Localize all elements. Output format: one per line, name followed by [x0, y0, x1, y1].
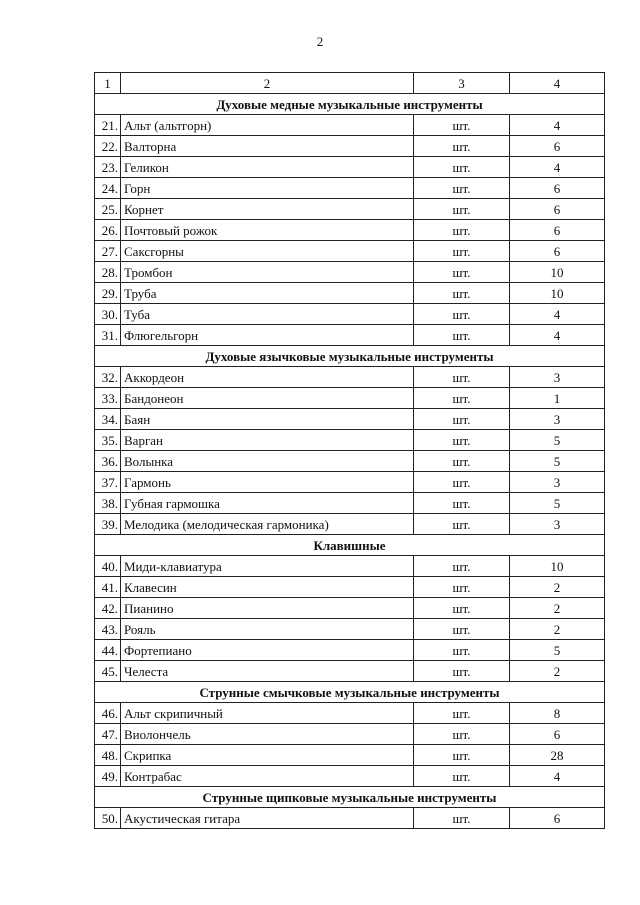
table-row — [95, 556, 605, 577]
row-number: 21. — [95, 115, 121, 136]
unit-of-measure: шт. — [414, 766, 510, 787]
unit-of-measure: шт. — [414, 724, 510, 745]
instrument-name: Фортепиано — [121, 640, 414, 661]
table-row — [95, 661, 605, 682]
unit-of-measure: шт. — [414, 745, 510, 766]
quantity: 4 — [510, 325, 605, 346]
quantity: 2 — [510, 619, 605, 640]
section-title: Струнные смычковые музыкальные инструменты — [95, 682, 605, 703]
quantity: 28 — [510, 745, 605, 766]
table-row — [95, 766, 605, 787]
table-row — [95, 703, 605, 724]
quantity: 6 — [510, 199, 605, 220]
quantity: 2 — [510, 577, 605, 598]
unit-of-measure: шт. — [414, 451, 510, 472]
section-header-row — [95, 346, 605, 367]
unit-of-measure: шт. — [414, 598, 510, 619]
table-row — [95, 619, 605, 640]
instrument-name: Губная гармошка — [121, 493, 414, 514]
unit-of-measure: шт. — [414, 136, 510, 157]
row-number: 49. — [95, 766, 121, 787]
table-row — [95, 199, 605, 220]
section-title: Клавишные — [95, 535, 605, 556]
table-body — [95, 73, 605, 829]
instrument-name: Флюгельгорн — [121, 325, 414, 346]
quantity: 3 — [510, 472, 605, 493]
row-number: 41. — [95, 577, 121, 598]
section-header-row — [95, 787, 605, 808]
quantity: 3 — [510, 409, 605, 430]
row-number: 27. — [95, 241, 121, 262]
unit-of-measure: шт. — [414, 178, 510, 199]
row-number: 25. — [95, 199, 121, 220]
quantity: 4 — [510, 304, 605, 325]
quantity: 5 — [510, 640, 605, 661]
row-number: 29. — [95, 283, 121, 304]
table-row — [95, 451, 605, 472]
quantity: 8 — [510, 703, 605, 724]
row-number: 35. — [95, 430, 121, 451]
instrument-name: Мелодика (мелодическая гармоника) — [121, 514, 414, 535]
quantity: 5 — [510, 493, 605, 514]
table-row — [95, 157, 605, 178]
instrument-name: Гармонь — [121, 472, 414, 493]
instrument-name: Труба — [121, 283, 414, 304]
quantity: 2 — [510, 661, 605, 682]
row-number: 39. — [95, 514, 121, 535]
quantity: 6 — [510, 241, 605, 262]
instrument-name: Виолончель — [121, 724, 414, 745]
instrument-name: Корнет — [121, 199, 414, 220]
table-row — [95, 262, 605, 283]
section-title: Струнные щипковые музыкальные инструменты — [95, 787, 605, 808]
unit-of-measure: шт. — [414, 619, 510, 640]
table-row — [95, 577, 605, 598]
quantity: 10 — [510, 556, 605, 577]
instrument-name: Саксгорны — [121, 241, 414, 262]
row-number: 40. — [95, 556, 121, 577]
instrument-name: Пианино — [121, 598, 414, 619]
row-number: 24. — [95, 178, 121, 199]
unit-of-measure: шт. — [414, 115, 510, 136]
row-number: 22. — [95, 136, 121, 157]
row-number: 38. — [95, 493, 121, 514]
column-number-3: 3 — [414, 73, 510, 94]
instrument-name: Туба — [121, 304, 414, 325]
instrument-name: Баян — [121, 409, 414, 430]
instrument-name: Горн — [121, 178, 414, 199]
row-number: 48. — [95, 745, 121, 766]
table-row — [95, 409, 605, 430]
table-row — [95, 115, 605, 136]
unit-of-measure: шт. — [414, 514, 510, 535]
column-number-4: 4 — [510, 73, 605, 94]
unit-of-measure: шт. — [414, 367, 510, 388]
row-number: 36. — [95, 451, 121, 472]
row-number: 50. — [95, 808, 121, 829]
row-number: 23. — [95, 157, 121, 178]
page-number: 2 — [316, 34, 324, 49]
row-number: 32. — [95, 367, 121, 388]
table-row — [95, 493, 605, 514]
row-number: 46. — [95, 703, 121, 724]
quantity: 3 — [510, 514, 605, 535]
column-number-1: 1 — [95, 73, 121, 94]
instrument-name: Бандонеон — [121, 388, 414, 409]
table-row — [95, 178, 605, 199]
instrument-name: Миди-клавиатура — [121, 556, 414, 577]
quantity: 4 — [510, 157, 605, 178]
unit-of-measure: шт. — [414, 241, 510, 262]
instrument-name: Геликон — [121, 157, 414, 178]
quantity: 5 — [510, 451, 605, 472]
row-number: 34. — [95, 409, 121, 430]
unit-of-measure: шт. — [414, 283, 510, 304]
table-row — [95, 514, 605, 535]
unit-of-measure: шт. — [414, 640, 510, 661]
instrument-name: Волынка — [121, 451, 414, 472]
table-row — [95, 808, 605, 829]
unit-of-measure: шт. — [414, 262, 510, 283]
instrument-name: Альт (альтгорн) — [121, 115, 414, 136]
unit-of-measure: шт. — [414, 199, 510, 220]
section-header-row — [95, 682, 605, 703]
quantity: 6 — [510, 724, 605, 745]
quantity: 10 — [510, 262, 605, 283]
instruments-table — [94, 72, 605, 829]
table-row — [95, 724, 605, 745]
instrument-name: Аккордеон — [121, 367, 414, 388]
unit-of-measure: шт. — [414, 325, 510, 346]
instrument-name: Акустическая гитара — [121, 808, 414, 829]
table-row — [95, 598, 605, 619]
table-row — [95, 283, 605, 304]
quantity: 4 — [510, 115, 605, 136]
table-row — [95, 304, 605, 325]
table-row — [95, 388, 605, 409]
table-row — [95, 367, 605, 388]
instrument-name: Почтовый рожок — [121, 220, 414, 241]
instrument-name: Альт скрипичный — [121, 703, 414, 724]
instrument-name: Челеста — [121, 661, 414, 682]
instrument-name: Клавесин — [121, 577, 414, 598]
section-header-row — [95, 94, 605, 115]
table-row — [95, 136, 605, 157]
unit-of-measure: шт. — [414, 157, 510, 178]
row-number: 28. — [95, 262, 121, 283]
section-title: Духовые медные музыкальные инструменты — [95, 94, 605, 115]
column-number-2: 2 — [121, 73, 414, 94]
unit-of-measure: шт. — [414, 388, 510, 409]
row-number: 43. — [95, 619, 121, 640]
quantity: 3 — [510, 367, 605, 388]
quantity: 4 — [510, 766, 605, 787]
quantity: 6 — [510, 808, 605, 829]
unit-of-measure: шт. — [414, 703, 510, 724]
row-number: 37. — [95, 472, 121, 493]
table-row — [95, 745, 605, 766]
unit-of-measure: шт. — [414, 220, 510, 241]
unit-of-measure: шт. — [414, 493, 510, 514]
instrument-name: Варган — [121, 430, 414, 451]
row-number: 30. — [95, 304, 121, 325]
row-number: 42. — [95, 598, 121, 619]
instrument-name: Тромбон — [121, 262, 414, 283]
table-row — [95, 640, 605, 661]
row-number: 31. — [95, 325, 121, 346]
unit-of-measure: шт. — [414, 577, 510, 598]
unit-of-measure: шт. — [414, 430, 510, 451]
row-number: 44. — [95, 640, 121, 661]
table-row — [95, 325, 605, 346]
quantity: 6 — [510, 136, 605, 157]
table-row — [95, 430, 605, 451]
instrument-name: Рояль — [121, 619, 414, 640]
row-number: 47. — [95, 724, 121, 745]
row-number: 45. — [95, 661, 121, 682]
quantity: 2 — [510, 598, 605, 619]
unit-of-measure: шт. — [414, 304, 510, 325]
row-number: 33. — [95, 388, 121, 409]
quantity: 10 — [510, 283, 605, 304]
quantity: 6 — [510, 220, 605, 241]
unit-of-measure: шт. — [414, 472, 510, 493]
unit-of-measure: шт. — [414, 661, 510, 682]
instrument-name: Контрабас — [121, 766, 414, 787]
instrument-name: Скрипка — [121, 745, 414, 766]
table-row — [95, 241, 605, 262]
quantity: 6 — [510, 178, 605, 199]
section-header-row — [95, 535, 605, 556]
quantity: 1 — [510, 388, 605, 409]
table-row — [95, 472, 605, 493]
unit-of-measure: шт. — [414, 808, 510, 829]
unit-of-measure: шт. — [414, 409, 510, 430]
row-number: 26. — [95, 220, 121, 241]
table-row — [95, 220, 605, 241]
unit-of-measure: шт. — [414, 556, 510, 577]
instrument-name: Валторна — [121, 136, 414, 157]
header-row — [95, 73, 605, 94]
section-title: Духовые язычковые музыкальные инструменты — [95, 346, 605, 367]
quantity: 5 — [510, 430, 605, 451]
